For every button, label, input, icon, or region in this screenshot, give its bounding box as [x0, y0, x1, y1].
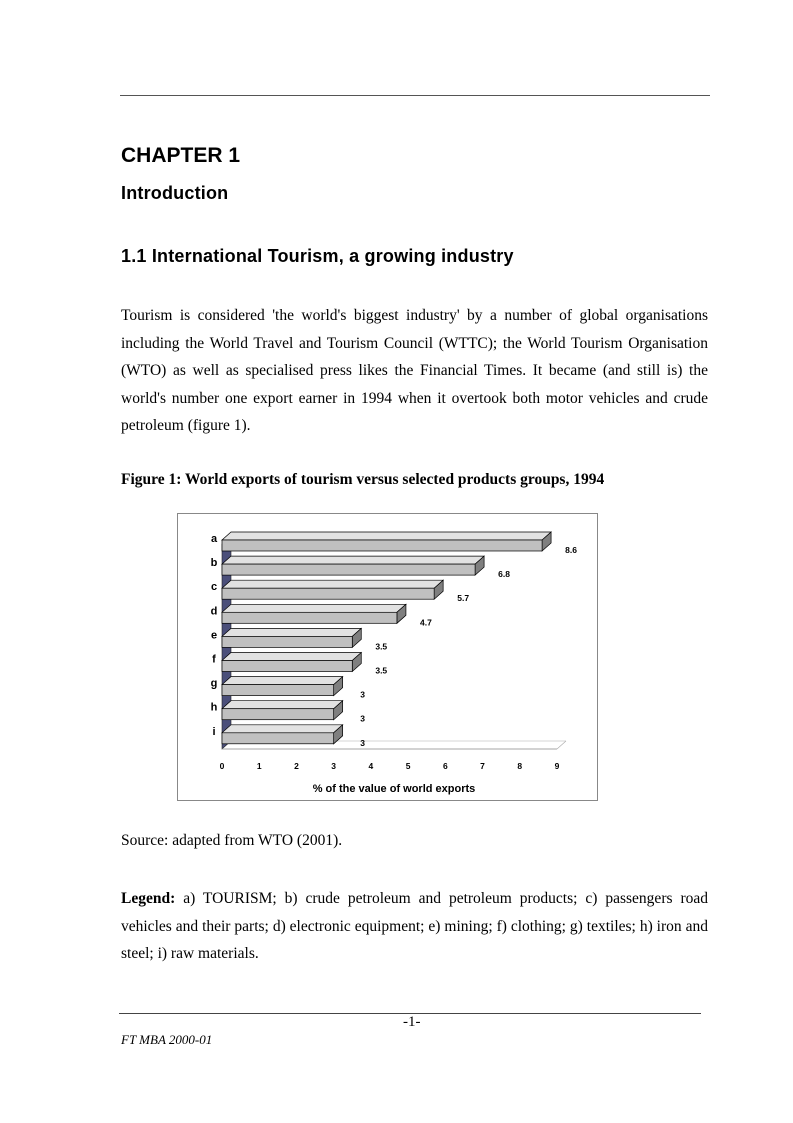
figure-caption: Figure 1: World exports of tourism versus selected products groups, 1994: [121, 471, 605, 488]
category-labels: [211, 533, 218, 738]
x-tick-label: 7: [480, 761, 485, 771]
x-tick-label: 2: [294, 761, 299, 771]
category-label: g: [210, 677, 218, 690]
value-label: 6.8: [498, 569, 511, 580]
x-tick-labels: [220, 761, 560, 771]
value-label: 3.5: [375, 665, 388, 676]
x-tick-label: 4: [368, 761, 374, 771]
category-label: c: [210, 581, 218, 594]
x-tick-label: 6: [442, 761, 448, 771]
header-rule: [120, 95, 710, 96]
x-tick-label: 8: [517, 761, 523, 771]
chapter-title: Introduction: [121, 183, 229, 203]
legend-paragraph: [121, 885, 708, 968]
value-label: 4.7: [420, 617, 432, 628]
chart-bar: [222, 653, 361, 672]
category-label: e: [210, 629, 218, 642]
section-heading: 1.1 International Tourism, a growing industry: [121, 246, 514, 266]
chapter-number: CHAPTER 1: [121, 144, 241, 167]
category-label: h: [210, 701, 218, 714]
category-label: a: [210, 533, 218, 545]
chart-bar: [222, 725, 343, 744]
value-label: 3: [360, 713, 366, 724]
chart-bars: [222, 532, 551, 744]
chart-bar: [222, 556, 484, 575]
x-tick-label: 5: [405, 761, 411, 771]
chart-bar: [222, 604, 406, 623]
chart-bar: [222, 701, 343, 720]
page-number: -1-: [403, 1014, 421, 1030]
chart-bar: [222, 677, 343, 696]
chart-frame: [177, 513, 598, 801]
chart-floor-edge: [557, 741, 566, 749]
x-tick-label: 3: [331, 761, 337, 771]
x-tick-label: 0: [219, 761, 225, 771]
x-axis-label: % of the value of world exports: [312, 783, 476, 795]
value-label: 8.6: [565, 545, 578, 555]
category-label: i: [212, 725, 216, 738]
intro-paragraph: Tourism is considered 'the world's biggest industry' by a number of global organisations including the World Travel and Tourism Council (WTTC); the World Tourism Organisation (WTO) as well as specialised press likes the Financial Times. It became (and still is) the world's number one export earner in 1994 when it overtook both motor vehicles and crude petroleum (figure 1).: [121, 307, 708, 434]
figure-source: Source: adapted from WTO (2001).: [121, 832, 343, 849]
category-label: b: [210, 557, 218, 570]
category-label: f: [212, 653, 216, 666]
value-label: 3: [360, 737, 366, 748]
legend-text: a) TOURISM; b) crude petroleum and petroleum products; c) passengers road vehicles and their parts; d) electronic equipment; e) mining; f) clothing; g) textiles; h) iron and steel; i) raw materials.: [121, 890, 708, 962]
value-label: 5.7: [457, 593, 470, 604]
x-tick-label: 1: [256, 761, 262, 771]
x-tick-label: 9: [554, 761, 560, 771]
chart-bar: [222, 628, 361, 647]
value-label: 3: [360, 689, 366, 700]
chart-bar: [222, 532, 551, 551]
footer-document: FT MBA 2000-01: [121, 1032, 213, 1047]
chart-bar: [222, 580, 443, 599]
legend-label: Legend:: [121, 890, 176, 907]
value-label: 3.5: [375, 641, 388, 652]
category-label: d: [210, 605, 218, 618]
bar-chart: [178, 514, 599, 802]
